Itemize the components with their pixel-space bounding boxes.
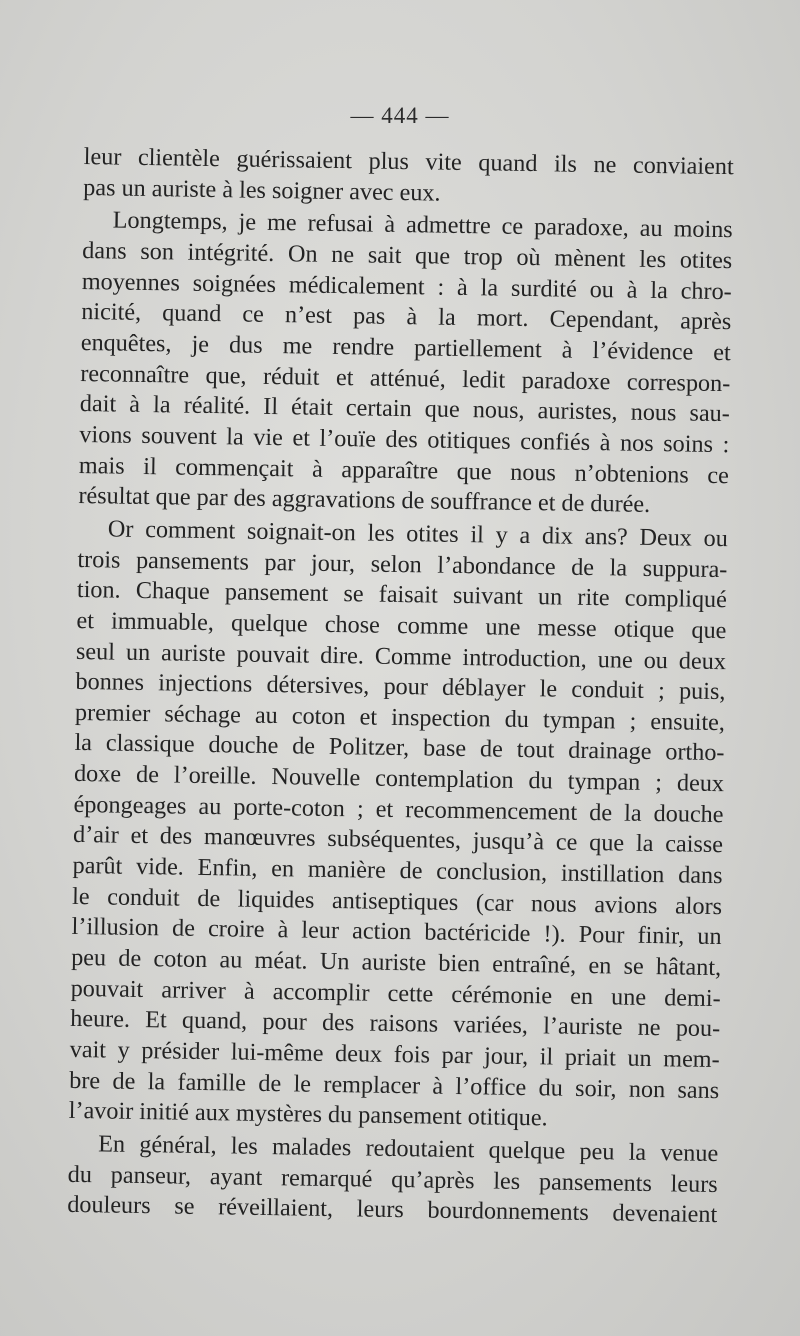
text-line: d’air et des manœuvres subséquentes, jusqu’à ce que la caisse	[72, 821, 724, 859]
paragraph	[83, 142, 734, 214]
text-line: trois pansements par jour, selon l’abondance de la suppura-	[77, 545, 728, 583]
text-line: Or comment soignait-on les otites il y a dix ans? Deux ou	[107, 515, 729, 553]
text-line: du panseur, ayant remarqué qu’après les pansements leurs	[67, 1160, 718, 1198]
page-number: — 444 —	[350, 103, 450, 128]
paragraph	[69, 514, 729, 1137]
text-line: reconnaître que, réduit et atténué, ledit paradoxe correspon-	[80, 359, 731, 397]
text-line: la classique douche de Politzer, base de tout drainage ortho-	[74, 729, 725, 767]
text-line: heure. Et quand, pour des raisons variées, l’auriste ne pou-	[70, 1005, 721, 1043]
text-line: et immuable, quelque chose comme une messe otique que	[76, 606, 727, 644]
body-text	[67, 142, 734, 1231]
text-line: résultat que par des aggravations de souffrance et de durée.	[78, 482, 651, 519]
text-line: pas un auriste à les soigner avec eux.	[83, 173, 441, 207]
text-line: peu de coton au méat. Un auriste bien entraîné, en se hâtant,	[70, 943, 722, 982]
text-line: nicité, quand ce n’est pas à la mort. Cependant, après	[81, 298, 732, 336]
text-line: l’illusion de croire à leur action bactéricide !). Pour finir, un	[71, 913, 722, 951]
paragraph	[78, 205, 733, 522]
text-line: pouvait arriver à accomplir cette cérémonie en une demi-	[70, 974, 721, 1012]
text-line: doxe de l’oreille. Nouvelle contemplation du tympan ; deux	[73, 760, 725, 798]
text-line: En général, les malades redoutaient quelque peu la venue	[98, 1130, 719, 1168]
text-line: enquêtes, je dus me rendre partiellement à l’évidence et	[80, 328, 731, 367]
text-line: dait à la réalité. Il était certain que nous, auristes, nous sau-	[79, 390, 731, 428]
text-line: bre de la famille de le remplacer à l’office du soir, non sans	[69, 1066, 720, 1104]
text-line: l’avoir initié aux mystères du pansement otitique.	[68, 1097, 548, 1132]
text-line: vait y présider lui-même deux fois par jour, il priait un mem-	[69, 1035, 720, 1074]
text-line: premier séchage au coton et inspection du tympan ; ensuite,	[74, 698, 726, 736]
text-line: bonnes injections détersives, pour déblayer le conduit ; puis,	[75, 668, 726, 706]
text-line: seul un auriste pouvait dire. Comme introduction, une ou deux	[75, 637, 727, 675]
text-line: dans son intégrité. On ne sait que trop où mènent les otites	[82, 236, 733, 275]
text-line: douleurs se réveillaient, leurs bourdonnements devenaient	[67, 1191, 718, 1229]
text-line: leur clientèle guérissaient plus vite quand ils ne conviaient	[83, 142, 734, 181]
text-line: Longtemps, je me refusai à admettre ce paradoxe, au moins	[112, 206, 733, 244]
text-line: moyennes soignées médicalement : à la surdité ou à la chro-	[81, 267, 732, 305]
text-line: parût vide. Enfin, en manière de conclusion, instillation dans	[72, 852, 723, 890]
text-line: le conduit de liquides antiseptiques (car nous avions alors	[71, 882, 723, 920]
text-line: mais il commençait à apparaître que nous n’obtenions ce	[78, 451, 730, 489]
text-line: tion. Chaque pansement se faisait suivant un rite compliqué	[76, 576, 728, 614]
text-line: épongeages au porte-coton ; et recommencement de la douche	[73, 790, 724, 828]
paragraph	[67, 1129, 718, 1231]
text-line: vions souvent la vie et l’ouïe des otitiques confiés à nos soins :	[79, 420, 730, 459]
